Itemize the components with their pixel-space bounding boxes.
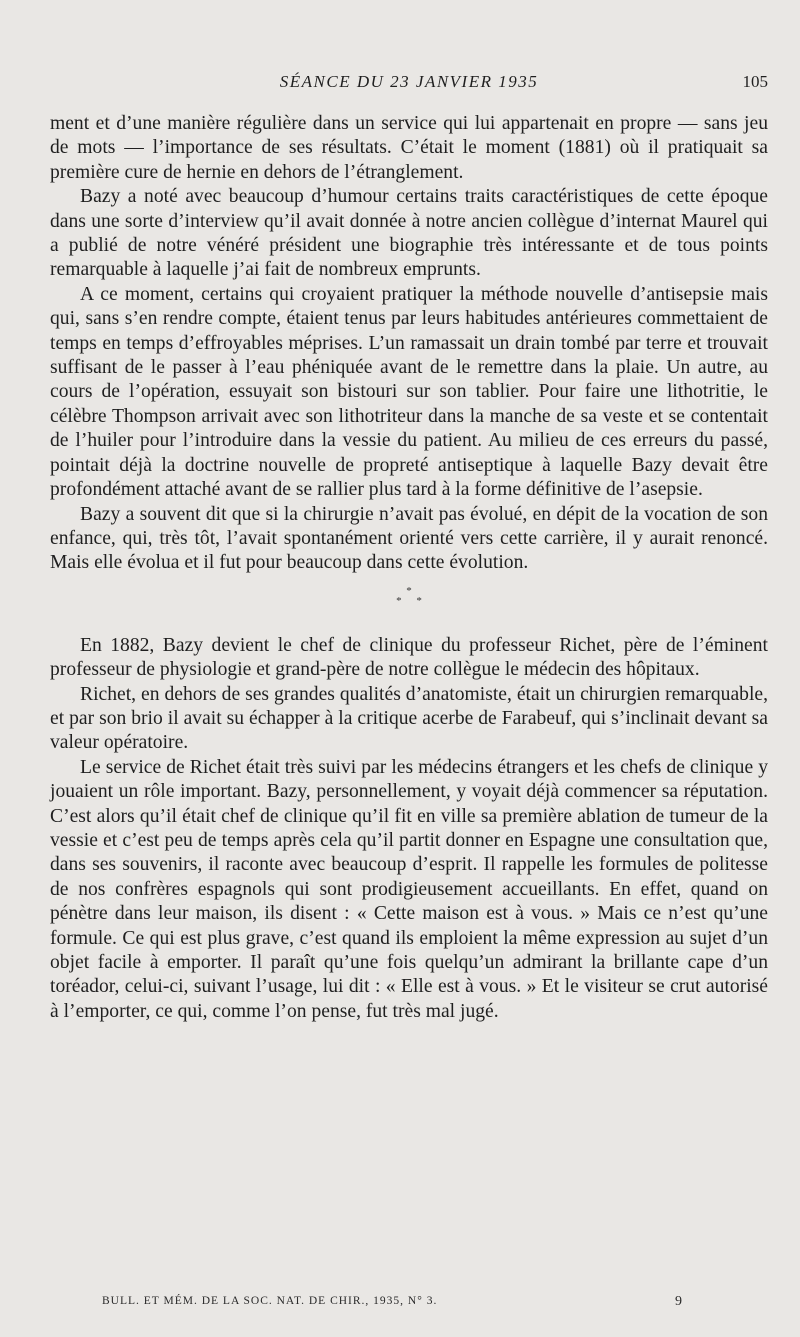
paragraph: Le service de Richet était très suivi par les médecins étrangers et les chefs de clinique y jouaient un rôle important. Bazy, personnellement, y voyait déjà commencer sa réputation. C’est alors qu’il était chef de clinique qu’il fit en ville sa première ablation de tumeur de la vessie et c’est peu de temps après cela qu’il partit donner en Espagne une consultation que, dans ses souvenirs, il raconte avec beaucoup d’esprit. Il rappelle les formules de politesse de nos confrères espagnols qui sont prodigieusement accueillants. En effet, quand on pénètre dans leur maison, ils disent : « Cette maison est à vous. » Mais ce n’est qu’une formule. Ce qui est plus grave, c’est quand ils emploient la même expression au sujet d’un objet facile à emporter. Il paraît qu’une fois quelqu’un admirant la brillante cape d’un toréador, celui-ci, suivant l’usage, lui dit : « Elle est à vous. » Et le visiteur se crut autorisé à l’emporter, ce qui, comme l’on pense, fut très mal jugé. — [50, 756, 768, 1022]
page-number: 105 — [742, 72, 768, 91]
page-header — [50, 72, 768, 96]
body-text — [50, 112, 768, 1024]
paragraph: En 1882, Bazy devient le chef de clinique du professeur Richet, père de l’éminent professeur de physiologie et grand-père de notre collègue le médecin des hôpitaux. — [50, 634, 768, 681]
footer-note: BULL. ET MÉM. DE LA SOC. NAT. DE CHIR., 1935, N° 3. — [102, 1295, 438, 1307]
paragraph: Richet, en dehors de ses grandes qualités d’anatomiste, était un chirurgien remarquable, et par son brio il avait su échapper à la critique acerbe de Farabeuf, qui s’inclinait devant sa valeur opératoire. — [50, 683, 768, 754]
asterism-bottom: * * — [396, 594, 428, 607]
asterism-top: * — [406, 584, 412, 597]
paragraph: A ce moment, certains qui croyaient pratiquer la méthode nouvelle d’antisepsie mais qui, sans s’en rendre compte, étaient tenus par leurs habitudes antérieures commettaient de temps en temps d’effroyables méprises. L’un ramassait un drain tombé par terre et trouvait suffisant de le passer à l’eau phéniquée avant de le remettre dans la plaie. Un autre, au cours de l’opération, essuyait son bistouri sur son tablier. Pour faire une lithotritie, le célèbre Thompson arrivait avec son lithotriteur dans la manche de sa veste et se contentait de l’huiler pour l’introduire dans la vessie du patient. Au milieu de ces erreurs du passé, pointait déjà la doctrine nouvelle de propreté antiseptique à laquelle Bazy devait être profondément attaché avant de se rallier plus tard à la forme définitive de l’asepsie. — [50, 283, 768, 501]
paragraph: Bazy a noté avec beaucoup d’humour certains traits caractéristiques de cette époque dans une sorte d’interview qu’il avait donnée à notre ancien collègue d’internat Maurel qui a publié de notre vénéré président une biographie très intéressante et de tous points remarquable à laquelle j’ai fait de nombreux emprunts. — [50, 186, 768, 281]
signature-mark: 9 — [675, 1294, 682, 1309]
paragraph-continuation: ment et d’une manière régulière dans un service qui lui appartenait en propre — sans jeu de mots — l’importance de ses résultats. C’était le moment (1881) où il pratiquait sa première cure de hernie en dehors de l’étranglement. — [50, 113, 768, 183]
paragraph: Bazy a souvent dit que si la chirurgie n’avait pas évolué, en dépit de la vocation de son enfance, qui, très tôt, l’avait spontanément orienté vers cette carrière, il y aurait renoncé. Mais elle évolua et il fut pour beaucoup dans cette évolution. — [50, 503, 768, 574]
running-title: SÉANCE DU 23 JANVIER 1935 — [279, 72, 539, 91]
section-asterism — [50, 586, 768, 606]
